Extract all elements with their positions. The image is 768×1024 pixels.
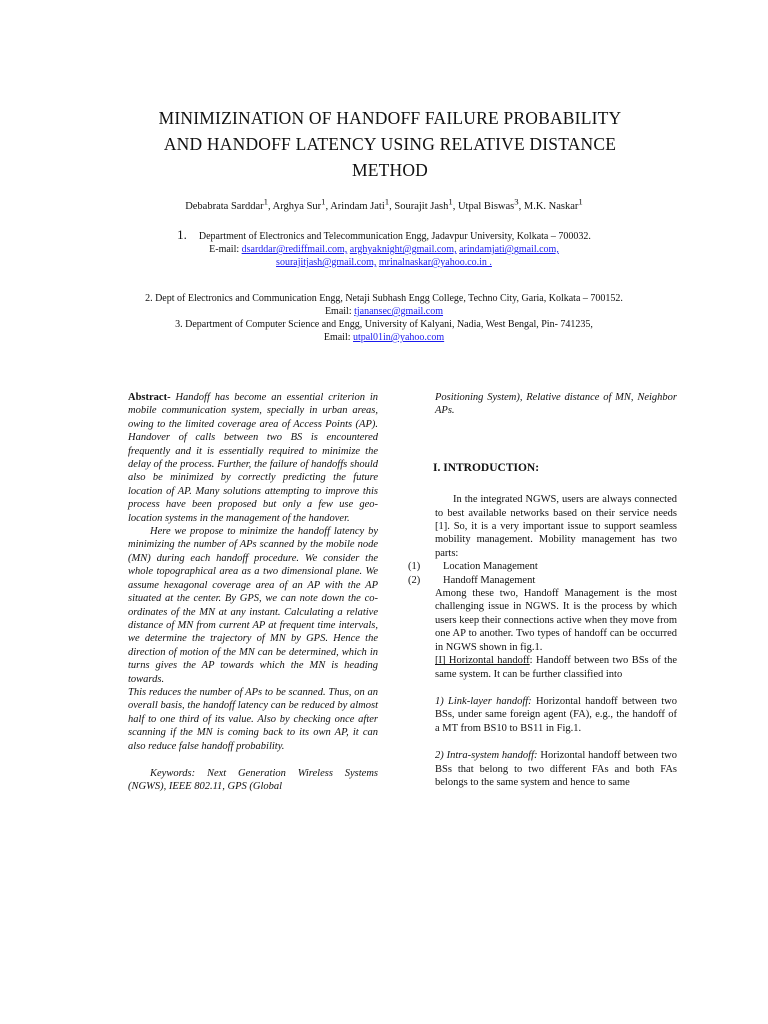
- author: Debabrata Sarddar$^1$,: [185, 196, 273, 212]
- affiliation-number: 1.: [177, 227, 187, 242]
- email-label: Email:: [324, 306, 352, 317]
- horizontal-handoff-paragraph: [I] Horizontal handoff: Handoff between two BSs of the same system. It can be further classified into: [435, 655, 677, 680]
- email-link[interactable]: mrinalnaskar@yahoo.co.in .: [378, 257, 492, 268]
- affiliation-dept: 3. Department of Computer Science and Engg, University of Kalyani, Nadia, West Bengal, Pin- 741235,: [175, 319, 593, 330]
- link-layer-paragraph: 1) Link-layer handoff: Horizontal handoff between two BSs, under same foreign agent (FA), e.g., the handoff of a MT from BS10 to BS11 in Fig.1.: [435, 695, 677, 734]
- email-link[interactable]: sourajitjash@gmail.com,: [276, 257, 377, 268]
- author: Sourajit Jash$^1$,: [394, 196, 458, 212]
- intra-system-paragraph: 2) Intra-system handoff: Horizontal handoff between two BSs that belong to two different FAs and both FAs belongs to the same system and hence to same: [435, 750, 677, 788]
- author: Arindam Jati$^1$,: [330, 196, 395, 212]
- list-item: (1) Location Management: [408, 561, 538, 573]
- affiliation-dept: Department of Electronics and Telecommunication Engg, Jadavpur University, Kolkata – 700032.: [198, 231, 591, 242]
- email-link[interactable]: arindamjati@gmail.com,: [459, 244, 559, 255]
- author-list: [0, 196, 768, 212]
- author: Utpal Biswas$^3$,: [457, 196, 524, 212]
- keywords-continued: Positioning System), Relative distance of MN, Neighbor APs.: [435, 392, 677, 417]
- email-link[interactable]: arghyaknight@gmail.com,: [349, 244, 457, 255]
- title-line-1: MINIMIZINATION OF HANDOFF FAILURE PROBABILITY: [158, 108, 622, 128]
- keywords: Keywords: Next Generation Wireless Systems (NGWS), IEEE 802.11, GPS (Global: [128, 767, 378, 793]
- email-label: E-mail:: [209, 244, 240, 255]
- email-link[interactable]: tjanansec@gmail.com: [354, 306, 444, 317]
- intro-paragraph: In the integrated NGWS, users are always connected to best available networks based on their service needs [1]. So, it is a very important issue to support seamless mobility management. Mobility management has two parts:: [435, 494, 677, 559]
- list-item: (2) Handoff Management: [408, 574, 536, 586]
- paper-title: [100, 105, 680, 183]
- title-line-2: AND HANDOFF LATENCY USING RELATIVE DISTANCE: [163, 134, 617, 154]
- affiliation-dept: 2. Dept of Electronics and Communication Engg, Netaji Subhash Engg College, Techno City, Garia, Kolkata – 700152.: [145, 293, 623, 304]
- author: M.K. Naskar$^1$: [523, 196, 583, 212]
- abstract-paragraph: This reduces the number of APs to be scanned. Thus, on an overall basis, the handoff latency can be reduced by almost half to one third of its value. Also by checking once after scanning if the MN is coming back to its own AP, it can also reduce false handoff probability.: [128, 686, 378, 752]
- section-heading: I. INTRODUCTION:: [433, 461, 540, 474]
- author: Arghya Sur$^1$,: [272, 196, 331, 212]
- abstract-paragraph: Abstract- Handoff has become an essential criterion in mobile communication system, specially in urban areas, owing to the limited coverage area of Access Points (AP). Handover of calls between two BS is encountered frequently and it is essentially required to minimize the delay of the process. Further, the failure of handoffs should also be minimized by correctly predicting the future location of AP. Many solutions attempting to improve this process have been proposed but only a few use geo-location systems in the management of the handover.: [128, 392, 378, 524]
- intro-paragraph: Among these two, Handoff Management is the most challenging issue in NGWS. It is the process by which users keep their connections active when they move from one AP to another. Two types of handoff can be occurred in NGWS shown in fig.1.: [435, 588, 677, 653]
- email-link[interactable]: dsarddar@rediffmail.com,: [241, 244, 348, 255]
- abstract-label: Abstract-: [128, 392, 171, 403]
- abstract-paragraph: Here we propose to minimize the handoff latency by minimizing the number of APs scanned by the mobile node (MN) during each handoff procedure. We consider the whole topographical area as a two dimensional plane. We assume hexagonal coverage area of an AP with the AP situated at the center. By GPS, we can note down the co-ordinates of the MN at any instant. Calculating a relative distance of MN from current AP at frequent time intervals, we determine the trajectory of MN by GPS. Hence the direction of motion of the MN can be determined, which in turns gives the AP towards which the MN is heading towards.: [128, 526, 378, 685]
- email-label: Email:: [323, 332, 351, 343]
- affiliation-2-3: [0, 292, 768, 344]
- affiliation-1: [0, 228, 768, 269]
- email-link[interactable]: utpal01in@yahoo.com: [353, 332, 445, 343]
- right-column: [408, 391, 677, 789]
- title-line-3: METHOD: [351, 160, 429, 180]
- abstract-column: [128, 391, 378, 794]
